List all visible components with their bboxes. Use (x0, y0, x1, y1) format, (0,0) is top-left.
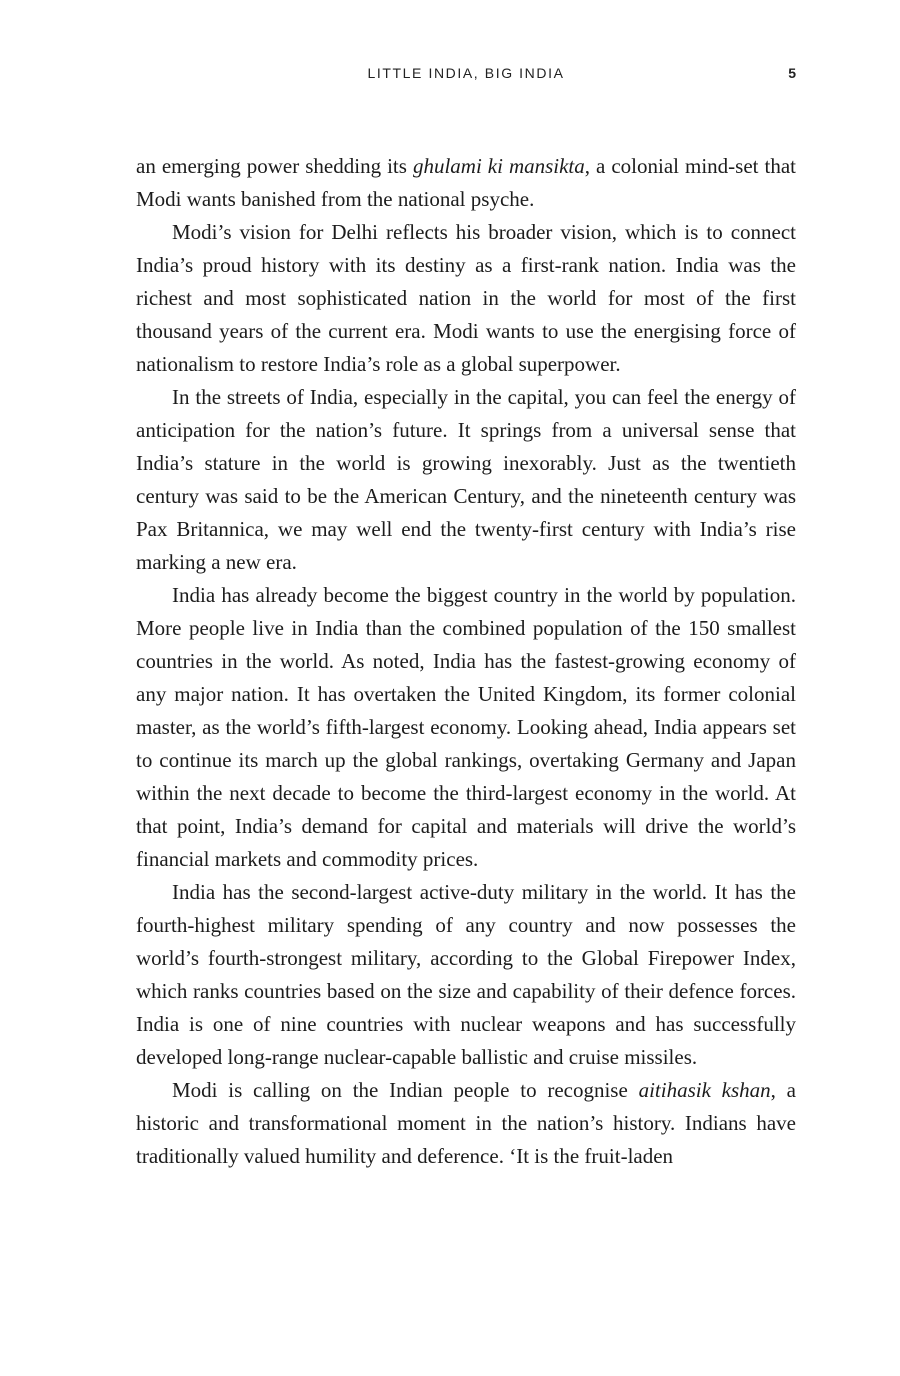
paragraph-4: India has already become the biggest country in the world by population. More people live in India than the combined population of the 150 smallest countries in the world. As noted, India has the fastest-growing economy of any major nation. It has overtaken the United Kingdom, its former colonial master, as the world’s fifth-largest economy. Looking ahead, India appears set to continue its march up the global rankings, overtaking Germany and Japan within the next decade to become the third-largest economy in the world. At that point, India’s demand for capital and materials will drive the world’s financial markets and commodity prices. (136, 583, 796, 871)
paragraph-1 (136, 150, 796, 216)
paragraph-1-text-start: an emerging power shedding its (136, 154, 413, 178)
paragraph-3: In the streets of India, especially in the capital, you can feel the energy of anticipation for the nation’s future. It springs from a universal sense that India’s stature in the world is growing inexorably. Just as the twentieth century was said to be the American Century, and the nineteenth century was Pax Britannica, we may well end the twenty-first century with India’s rise marking a new era. (136, 385, 796, 574)
paragraph-6 (136, 1074, 796, 1173)
body-text (136, 150, 796, 1173)
running-head (136, 63, 796, 83)
paragraph-6-text-end: , a historic and transformational moment in the nation’s history. Indians have traditionally valued humility and deference. ‘It is the fruit-laden (136, 1078, 796, 1168)
italic-term-aitihasik-kshan: aitihasik kshan (638, 1078, 771, 1102)
italic-term-ghulami-ki-mansikta: ghulami ki mansikta (412, 154, 585, 178)
paragraph-5: India has the second-largest active-duty military in the world. It has the fourth-highest military spending of any country and now possesses the world’s fourth-strongest military, according to the Global Firepower Index, which ranks countries based on the size and capability of their defence forces. India is one of nine countries with nuclear weapons and has successfully developed long-range nuclear-capable ballistic and cruise missiles. (136, 880, 796, 1069)
running-title: LITTLE INDIA, BIG INDIA (367, 65, 565, 81)
page-number: 5 (788, 65, 796, 81)
paragraph-1-text-end: , a colonial mind-set that Modi wants banished from the national psyche. (136, 154, 796, 211)
paragraph-6-text-start: Modi is calling on the Indian people to recognise (172, 1078, 639, 1102)
paragraph-2: Modi’s vision for Delhi reflects his broader vision, which is to connect India’s proud history with its destiny as a first-rank nation. India was the richest and most sophisticated nation in the world for most of the first thousand years of the current era. Modi wants to use the energising force of nationalism to restore India’s role as a global superpower. (136, 220, 796, 376)
